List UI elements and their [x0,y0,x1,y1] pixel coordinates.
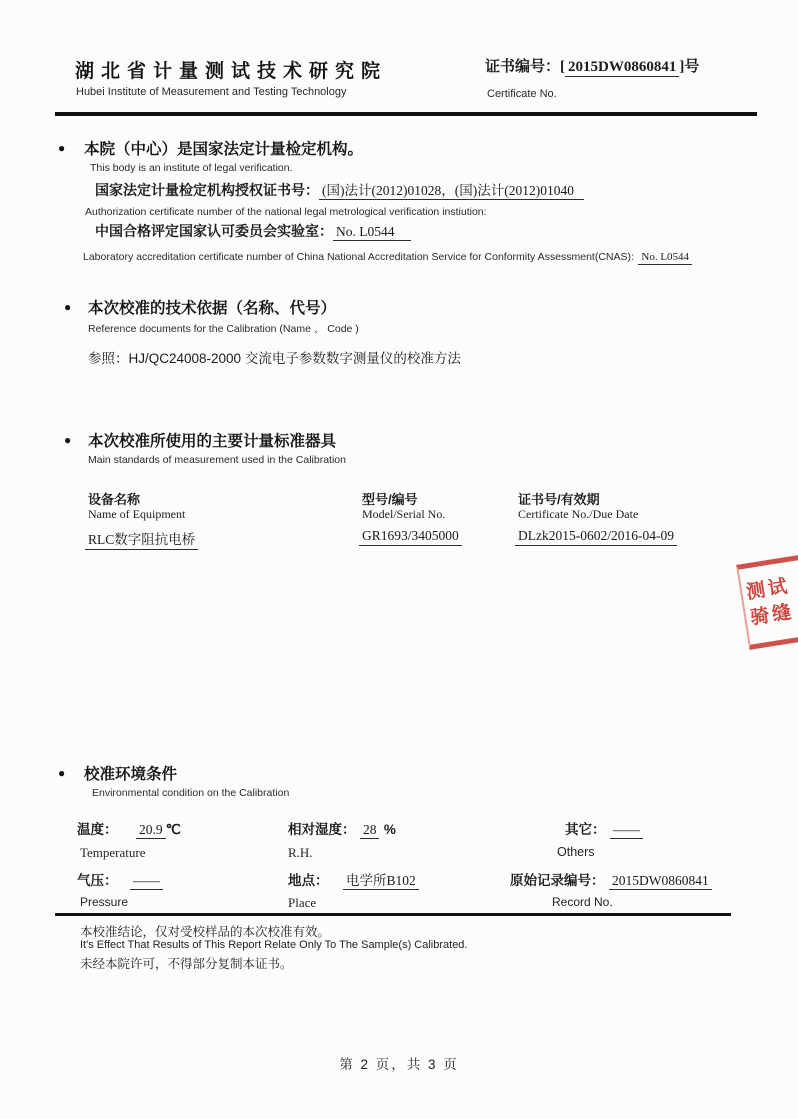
place-label-en: Place [288,895,317,910]
temperature-unit: ℃ [165,822,181,837]
record-field [510,869,712,890]
record-label-cn: 原始记录编号： [510,873,605,888]
standards-heading-cn: 本次校准所使用的主要计量标准器具 [88,433,337,450]
bullet-icon: ● [58,766,66,780]
paging-seal-stamp [736,548,798,650]
header-divider [55,112,757,116]
environment-divider [55,913,731,916]
table-header-cn: 设备名称 [88,492,141,507]
note-validity-en: It's Effect That Results of This Report Relate Only To The Sample(s) Calibrated. [80,939,468,951]
bullet-icon: ● [64,433,72,447]
place-value: 电学所B102 [343,873,419,890]
record-value: 2015DW0860841 [609,873,712,890]
table-header-en: Certificate No./Due Date [518,507,639,521]
temperature-label-cn: 温度： [77,822,118,837]
legal-heading-cn: 本院（中心）是国家法定计量检定机构。 [84,141,364,158]
reference-content: 参照：HJ/QC24008-2000 交流电子参数数字测量仪的校准方法 [88,351,461,366]
others-field [565,818,643,839]
humidity-value: 28 [360,822,380,839]
pressure-label-cn: 气压： [77,873,118,888]
record-label-en: Record No. [552,895,613,909]
table-cell-value: GR1693/3405000 [359,528,462,546]
temperature-field [77,818,181,839]
humidity-field [288,818,396,839]
table-header-en: Name of Equipment [88,507,186,521]
certificate-no-label-en: Certificate No. [487,88,557,100]
cnas-value-en: No. L0544 [638,251,692,265]
cnas-label-cn: 中国合格评定国家认可委员会实验室： [95,224,333,240]
bullet-icon: ● [58,141,66,155]
cnas-line-cn [95,221,411,241]
note-copy-restriction-cn: 未经本院许可，不得部分复制本证书。 [80,957,293,971]
reference-heading-en: Reference documents for the Calibration (Name 、 Code ) [88,323,359,335]
authorization-value: (国)法计(2012)01028，(国)法计(2012)01040 [319,183,584,200]
humidity-label-en: R.H. [288,845,313,860]
cnas-label-en: Laboratory accreditation certificate number of China National Accreditation Service for Conformity Assessment(CNAS): [83,251,634,263]
environment-heading-en: Environmental condition on the Calibration [92,787,290,799]
certificate-no-bracket-close: ] [679,59,685,75]
pressure-field [77,869,163,890]
table-header-cn: 型号/编号 [362,492,418,507]
legal-heading-en: This body is an institute of legal verification. [90,162,293,174]
stamp-text-line: 测试 [744,575,792,604]
place-label-cn: 地点： [288,873,329,888]
pressure-label-en: Pressure [80,895,129,909]
stamp-text-line: 骑缝 [748,600,796,630]
certificate-no-value: 2015DW0860841 [565,59,679,77]
authorization-label-cn: 国家法定计量检定机构授权证书号： [95,183,319,199]
institute-title-cn: 湖北省计量测试技术研究院 [75,61,388,82]
others-value: —— [610,822,643,839]
certificate-no-suffix: 号 [684,58,700,75]
institute-title-en: Hubei Institute of Measurement and Testing Technology [76,86,347,98]
certificate-no-label-cn: 证书编号： [485,58,561,75]
note-validity-cn: 本校准结论，仅对受校样品的本次校准有效。 [80,925,331,939]
temperature-value: 20.9 [136,822,166,839]
table-header-en: Model/Serial No. [362,507,446,521]
others-label-en: Others [557,845,595,859]
bullet-icon: ● [64,300,72,314]
table-cell-value: RLC数字阻抗电桥 [85,528,198,550]
others-label-cn: 其它： [565,822,606,837]
cnas-value: No. L0544 [333,224,411,241]
authorization-line [95,179,584,200]
temperature-label-en: Temperature [80,845,146,860]
cnas-line-en [83,247,692,265]
page-number: 第 2 页，共 3 页 [339,1057,459,1072]
humidity-unit: % [383,822,396,837]
table-cell-value: DLzk2015-0602/2016-04-09 [515,528,677,546]
table-header-cn: 证书号/有效期 [518,492,600,507]
humidity-label-cn: 相对湿度： [288,822,356,837]
standards-heading-en: Main standards of measurement used in the Calibration [88,454,346,466]
pressure-value: —— [130,873,163,890]
place-field [288,869,419,890]
reference-heading-cn: 本次校准的技术依据（名称、代号） [88,300,337,317]
certificate-number-block [485,55,699,76]
certificate-no-bracket-open: [ [560,59,566,75]
authorization-label-en: Authorization certificate number of the national legal metrological verification instiution: [85,206,487,218]
environment-heading-cn: 校准环境条件 [84,766,178,783]
